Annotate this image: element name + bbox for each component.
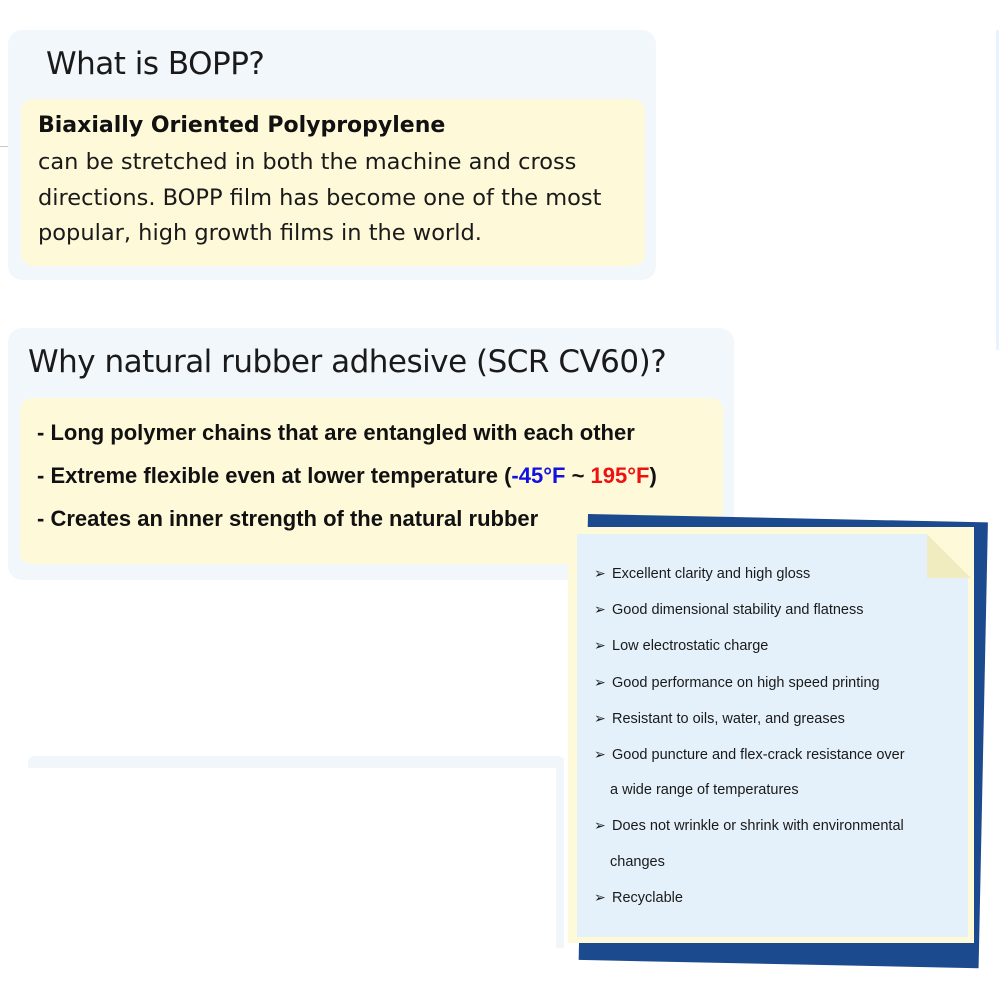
feature-label: Good puncture and flex-crack resistance over bbox=[612, 747, 905, 764]
reason-flexible-suffix: ) bbox=[649, 463, 657, 488]
arrow-bullet-icon: ➢ bbox=[594, 888, 606, 905]
divider-line-left bbox=[0, 146, 8, 147]
reason-polymer-chains: - Long polymer chains that are entangled with each other bbox=[37, 420, 635, 445]
arrow-bullet-icon: ➢ bbox=[594, 817, 606, 834]
empty-panel bbox=[28, 756, 564, 768]
feature-label: Low electrostatic charge bbox=[612, 638, 769, 655]
feature-label: Excellent clarity and high gloss bbox=[612, 566, 811, 582]
feature-item bbox=[594, 628, 966, 664]
feature-item bbox=[594, 701, 966, 737]
bopp-term: Biaxially Oriented Polypropylene bbox=[38, 113, 446, 138]
adhesive-title: Why natural rubber adhesive (SCR CV60)? bbox=[28, 344, 667, 380]
divider-line-right bbox=[996, 30, 999, 350]
arrow-bullet-icon: ➢ bbox=[594, 673, 606, 690]
reason-inner-strength: - Creates an inner strength of the natural rubber bbox=[37, 506, 539, 531]
feature-label: Recyclable bbox=[612, 889, 683, 906]
features-list bbox=[594, 556, 966, 916]
temperature-high: 195°F bbox=[590, 463, 650, 488]
arrow-bullet-icon: ➢ bbox=[594, 637, 606, 654]
feature-item bbox=[594, 592, 966, 628]
feature-label-continued: a wide range of temperatures bbox=[610, 782, 799, 799]
feature-label: Good performance on high speed printing bbox=[612, 674, 880, 691]
temperature-low: -45°F bbox=[511, 463, 566, 488]
empty-panel-edge bbox=[556, 758, 564, 948]
feature-item bbox=[594, 808, 966, 879]
feature-item bbox=[594, 880, 966, 916]
temperature-separator: ~ bbox=[565, 463, 591, 488]
feature-item bbox=[594, 556, 966, 592]
bopp-title: What is BOPP? bbox=[46, 46, 265, 82]
arrow-bullet-icon: ➢ bbox=[594, 746, 606, 763]
arrow-bullet-icon: ➢ bbox=[594, 601, 606, 618]
reason-flexible-prefix: - Extreme flexible even at lower temperature ( bbox=[37, 463, 512, 488]
feature-label: Resistant to oils, water, and greases bbox=[612, 710, 845, 727]
feature-item bbox=[594, 665, 966, 701]
feature-label: Does not wrinkle or shrink with environmental bbox=[612, 818, 904, 835]
feature-item bbox=[594, 737, 966, 808]
reason-flexible-temperature bbox=[37, 463, 657, 489]
feature-label: Good dimensional stability and flatness bbox=[612, 602, 864, 619]
arrow-bullet-icon: ➢ bbox=[594, 709, 606, 726]
bopp-description: can be stretched in both the machine and cross directions. BOPP film has become one of the most popular, high growth films in the world. bbox=[38, 149, 602, 246]
feature-label-continued: changes bbox=[610, 853, 665, 870]
arrow-bullet-icon: ➢ bbox=[594, 565, 606, 581]
